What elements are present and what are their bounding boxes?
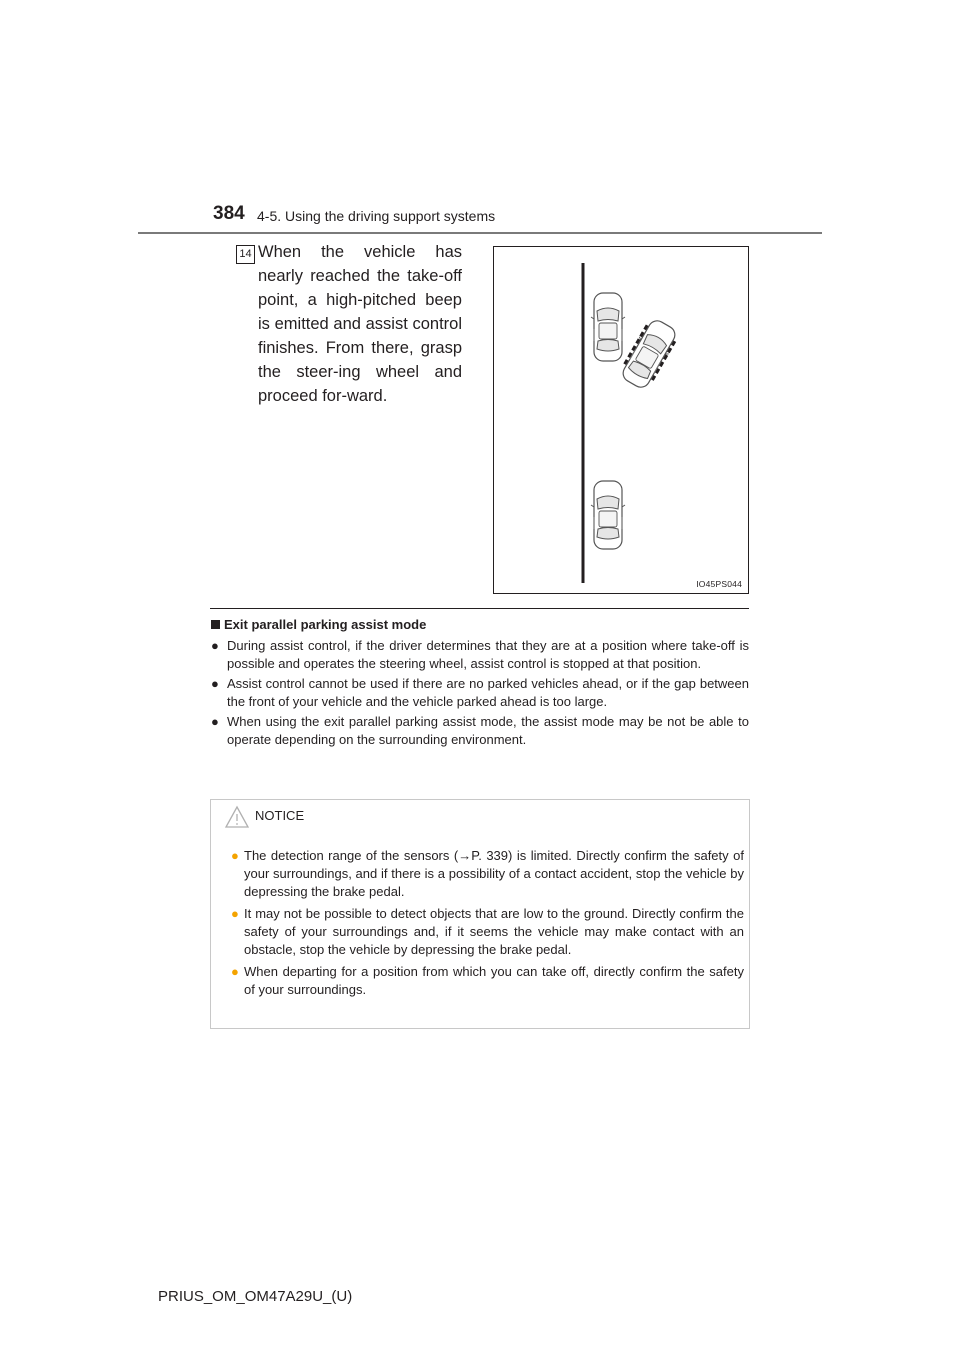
own-vehicle [617,316,680,392]
bullet-icon: ● [211,676,219,691]
notice-list [231,847,744,1003]
list-item [211,637,749,673]
section-heading-text: Exit parallel parking assist mode [224,617,427,632]
notice-text: When departing for a position from which you can take off, directly confirm the safety of your surroundings. [244,964,744,997]
parking-illustration [493,246,749,594]
list-item [231,963,744,999]
warning-triangle-icon [224,805,250,829]
list-item [211,713,749,749]
footer-doc-code: PRIUS_OM_OM47A29U_(U) [158,1288,353,1305]
notice-title: NOTICE [255,808,305,823]
bullet-icon: ● [231,848,239,863]
square-bullet-icon [211,620,220,629]
bullet-icon: ● [231,906,239,921]
notice-box [210,799,750,1029]
parking-diagram [494,247,750,595]
step-number-badge: 14 [236,245,255,264]
list-item [231,905,744,959]
section-title: 4-5. Using the driving support systems [257,208,496,224]
notice-text: The detection range of the sensors (→P. 339) is limited. Directly confirm the safety of your surroundings, and if there is a possibility of a contact accident, stop the vehicle by depressing the brake pedal. [244,848,744,899]
bullet-icon: ● [211,714,219,729]
list-item [211,675,749,711]
notice-text: It may not be possible to detect objects that are low to the ground. Directly confirm the safety of your surroundings and, if it seems the vehicle may make contact with an obstacle, stop the vehicle by depressing the brake pedal. [244,906,744,957]
section-divider [210,608,749,609]
section-heading [211,617,426,632]
parked-car-ahead [591,293,625,361]
bullet-text: When using the exit parallel parking assist mode, the assist mode may be not be able to operate depending on the surrounding environment. [227,714,749,747]
page-number: 384 [213,203,245,224]
bullet-icon: ● [231,964,239,979]
section-bullet-list [211,637,749,751]
figure-code: IO45PS044 [696,579,742,589]
bullet-icon: ● [211,638,219,653]
header-rule [138,232,822,234]
list-item [231,847,744,901]
bullet-text: Assist control cannot be used if there are no parked vehicles ahead, or if the gap between the front of your vehicle and the vehicle parked ahead is too large. [227,676,749,709]
parked-car-behind [591,481,625,549]
bullet-text: During assist control, if the driver determines that they are at a position where take-off is possible and operates the steering wheel, assist control is stopped at that position. [227,638,749,671]
step-text: When the vehicle has nearly reached the take-off point, a high-pitched beep is emitted and assist control finishes. From there, grasp the steer-ing wheel and proceed for-ward. [258,243,462,405]
